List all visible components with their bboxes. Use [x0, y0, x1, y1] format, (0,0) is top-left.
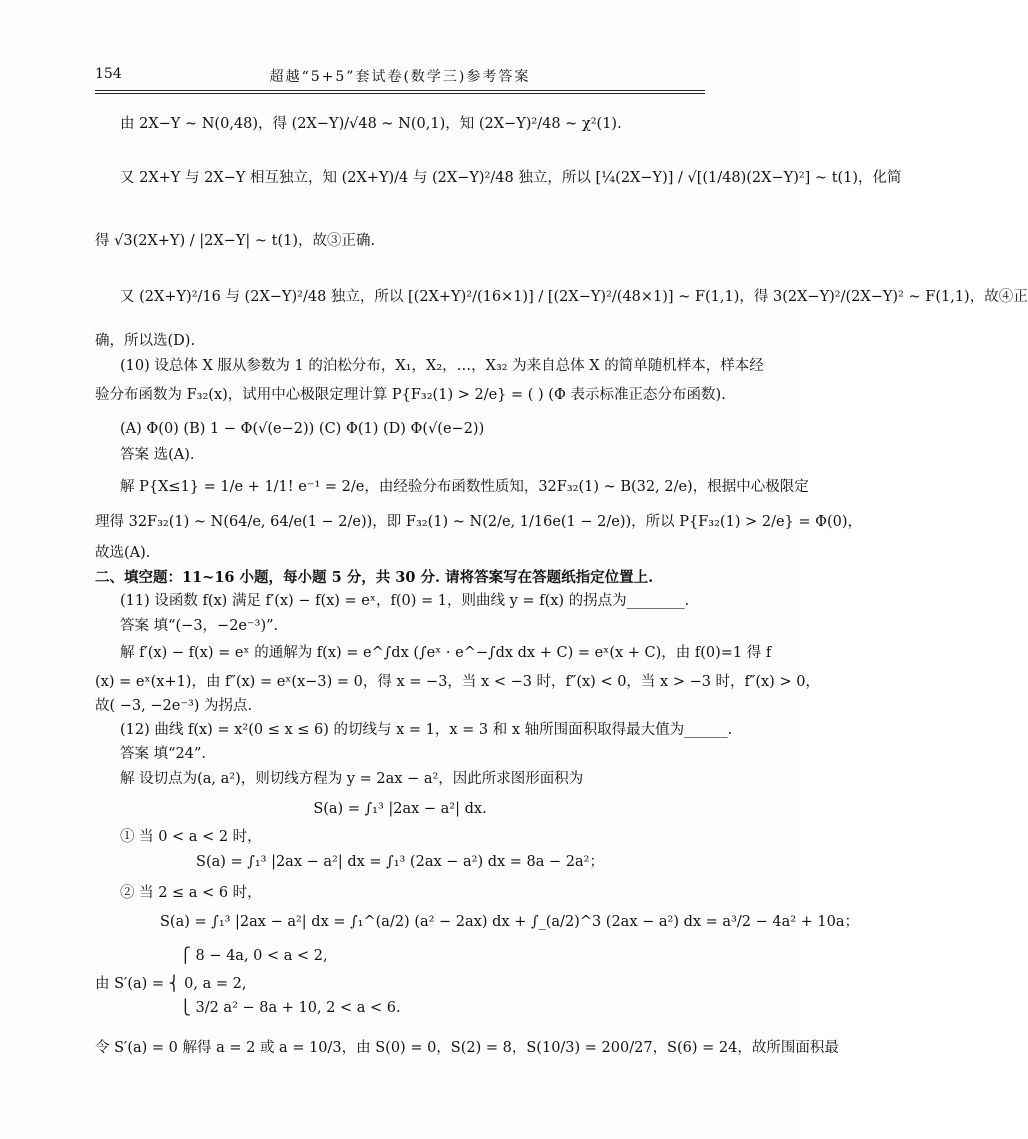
formula-line: S(a) = ∫₁³ |2ax − a²| dx = ∫₁^(a/2) (a² − 2ax) dx + ∫_(a/2)^3 (2ax − a²) dx = a³/2 − 4a² + 10a；	[160, 914, 860, 930]
text-line: 故( −3, −2e⁻³) 为拐点.	[95, 698, 253, 714]
answer-line: 答案 填“(−3，−2e⁻³)”.	[120, 618, 279, 634]
piecewise-line: ⎧ 8 − 4a, 0 < a < 2,	[180, 948, 328, 964]
page-title: 超越“5+5”套试卷(数学三)参考答案	[269, 69, 531, 85]
text-line: (x) = eˣ(x+1)，由 f″(x) = eˣ(x−3) = 0，得 x = −3，当 x < −3 时，f″(x) < 0，当 x > −3 时，f″(x) > 0，	[95, 674, 820, 690]
formula-line: S(a) = ∫₁³ |2ax − a²| dx.	[313, 801, 487, 817]
answer-choices: (A) Φ(0) (B) 1 − Φ(√(e−2)) (C) Φ(1) (D) Φ(√(e−2))	[120, 421, 485, 437]
piecewise-line: 由 S′(a) = ⎨ 0, a = 2,	[95, 976, 247, 992]
solution-line: 解 f′(x) − f(x) = eˣ 的通解为 f(x) = e^∫dx (∫eˣ · e^−∫dx dx + C) = eˣ(x + C)，由 f(0)=1 得 f	[120, 645, 772, 661]
header-rule-thin	[95, 93, 705, 94]
header-rule	[95, 90, 705, 91]
solution-line: 解 P{X≤1} = 1/e + 1/1! e⁻¹ = 2/e，由经验分布函数性质知，32F₃₂(1) ~ B(32, 2/e)，根据中心极限定	[120, 479, 809, 495]
question-12: (12) 曲线 f(x) = x²(0 ≤ x ≤ 6) 的切线与 x = 1，x = 3 和 x 轴所围面积取得最大值为______.	[120, 722, 733, 738]
text-line: 理得 32F₃₂(1) ~ N(64/e, 64/e(1 − 2/e))，即 F₃₂(1) ~ N(2/e, 1/16e(1 − 2/e))，所以 P{F₃₂(1) > 2/e} = Φ(0)，	[95, 514, 863, 530]
text-line: 得 √3(2X+Y) / |2X−Y| ~ t(1)，故③正确.	[95, 233, 376, 249]
case-line: ② 当 2 ≤ a < 6 时，	[120, 885, 262, 901]
formula-line: S(a) = ∫₁³ |2ax − a²| dx = ∫₁³ (2ax − a²) dx = 8a − 2a²；	[196, 854, 604, 870]
text-line: 又 (2X+Y)²/16 与 (2X−Y)²/48 独立，所以 [(2X+Y)²/(16×1)] / [(2X−Y)²/(48×1)] ~ F(1,1)，得 3(2X−Y)²/(2X−Y)² ~ F(1,1)，故④正	[120, 289, 1028, 305]
text-line: 故选(A).	[95, 545, 151, 561]
solution-line: 解 设切点为(a, a²)，则切线方程为 y = 2ax − a²，因此所求图形面积为	[120, 771, 584, 787]
case-line: ① 当 0 < a < 2 时，	[120, 829, 262, 845]
text-line: 由 2X−Y ~ N(0,48)，得 (2X−Y)/√48 ~ N(0,1)，知 (2X−Y)²/48 ~ χ²(1).	[120, 116, 622, 132]
text-line: 验分布函数为 F₃₂(x)，试用中心极限定理计算 P{F₃₂(1) > 2/e} = ( ) (Φ 表示标准正态分布函数).	[95, 387, 726, 403]
text-line: 令 S′(a) = 0 解得 a = 2 或 a = 10/3，由 S(0) = 0，S(2) = 8，S(10/3) = 200/27，S(6) = 24，故所围面积最	[95, 1040, 839, 1056]
text-line: (10) 设总体 X 服从参数为 1 的泊松分布，X₁，X₂，…，X₃₂ 为来自总体 X 的简单随机样本，样本经	[120, 358, 764, 374]
answer-line: 答案 填“24”.	[120, 746, 206, 762]
answer-line: 答案 选(A).	[120, 447, 195, 463]
page-number: 154	[95, 66, 122, 82]
text-line: 确，所以选(D).	[95, 333, 196, 349]
text-line: 又 2X+Y 与 2X−Y 相互独立，知 (2X+Y)/4 与 (2X−Y)²/48 独立，所以 [¼(2X−Y)] / √[(1/48)(2X−Y)²] ~ t(1)，化简	[120, 170, 902, 186]
section-heading: 二、填空题：11~16 小题，每小题 5 分，共 30 分. 请将答案写在答题纸指定位置上.	[95, 569, 654, 586]
question-11: (11) 设函数 f(x) 满足 f′(x) − f(x) = eˣ，f(0) = 1，则曲线 y = f(x) 的拐点为________.	[120, 593, 690, 609]
page-header	[95, 66, 705, 88]
piecewise-line: ⎩ 3/2 a² − 8a + 10, 2 < a < 6.	[180, 1000, 401, 1016]
